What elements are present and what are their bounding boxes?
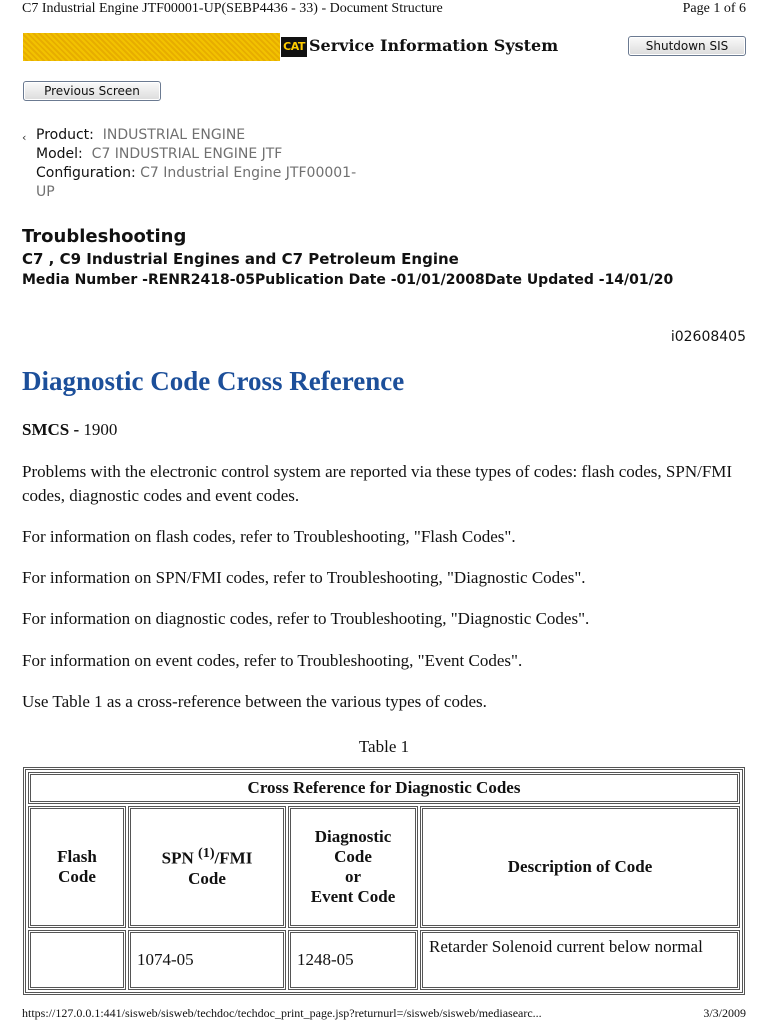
product-label: Product: [36,127,94,143]
paragraph-spn: For information on SPN/FMI codes, refer to Troubleshooting, "Diagnostic Codes". [22,568,586,587]
cell-diagnostic-code: 1248-05 [288,930,418,990]
collapse-caret-icon[interactable]: ‹ [22,131,27,144]
paragraph-diagnostic: For information on diagnostic codes, refer to Troubleshooting, "Diagnostic Codes". [22,609,590,628]
media-info: Media Number -RENR2418-05Publication Date -01/01/2008Date Updated -14/01/20 [22,272,674,288]
model-value: C7 INDUSTRIAL ENGINE JTF [91,146,283,162]
paragraph-intro: Problems with the electronic control system are reported via these types of codes: flash codes, SPN/FMI codes, diagnostic codes and event codes. [22,462,733,505]
smcs-line [22,420,117,440]
configuration-label: Configuration: [36,165,136,181]
table-title: Cross Reference for Diagnostic Codes [28,772,740,804]
footer-url: https://127.0.0.1:441/sisweb/sisweb/techdoc/techdoc_print_page.jsp?returnurl=/sisweb/sisweb/mediasearc... [22,1006,542,1020]
smcs-label: SMCS - [22,420,80,439]
shutdown-sis-button[interactable]: Shutdown SIS [628,36,746,56]
document-subtitle: C7 , C9 Industrial Engines and C7 Petroleum Engine [22,250,459,268]
paragraph-table-ref: Use Table 1 as a cross-reference between the various types of codes. [22,692,487,711]
header-spn-fmi-code: SPN $^{(1)}$/FMI Code [128,806,286,928]
table-caption: Table 1 [358,737,410,756]
banner-stripe [23,33,280,61]
table-row [28,930,740,990]
footer-date: 3/3/2009 [703,1006,746,1020]
cross-reference-table [23,767,745,995]
print-header-title: C7 Industrial Engine JTF00001-UP(SEBP4436 - 33) - Document Structure [22,1,443,16]
sis-title: Service Information System [309,36,559,55]
header-flash-code: Flash Code [28,806,126,928]
paragraph-flash: For information on flash codes, refer to Troubleshooting, "Flash Codes". [22,527,516,546]
paragraph-event: For information on event codes, refer to Troubleshooting, "Event Codes". [22,651,523,670]
section-title: Troubleshooting [22,226,187,247]
cell-description: Retarder Solenoid current below normal [420,930,740,990]
print-page-number: Page 1 of 6 [682,1,746,16]
smcs-value: 1900 [83,420,118,439]
configuration-value: C7 Industrial Engine JTF00001- [140,165,357,181]
configuration-value-cont: UP [36,184,55,200]
model-label: Model: [36,146,83,162]
header-description: Description of Code [420,806,740,928]
cell-flash-code [28,930,126,990]
cell-spn-fmi: 1074-05 [128,930,286,990]
page-title: Diagnostic Code Cross Reference [22,366,405,396]
document-id: i02608405 [670,329,746,345]
cat-logo: CAT [281,37,307,57]
product-value: INDUSTRIAL ENGINE [102,127,246,143]
previous-screen-button[interactable]: Previous Screen [23,81,161,101]
header-diagnostic-code: Diagnostic Code or Event Code [288,806,418,928]
product-info [22,126,356,202]
